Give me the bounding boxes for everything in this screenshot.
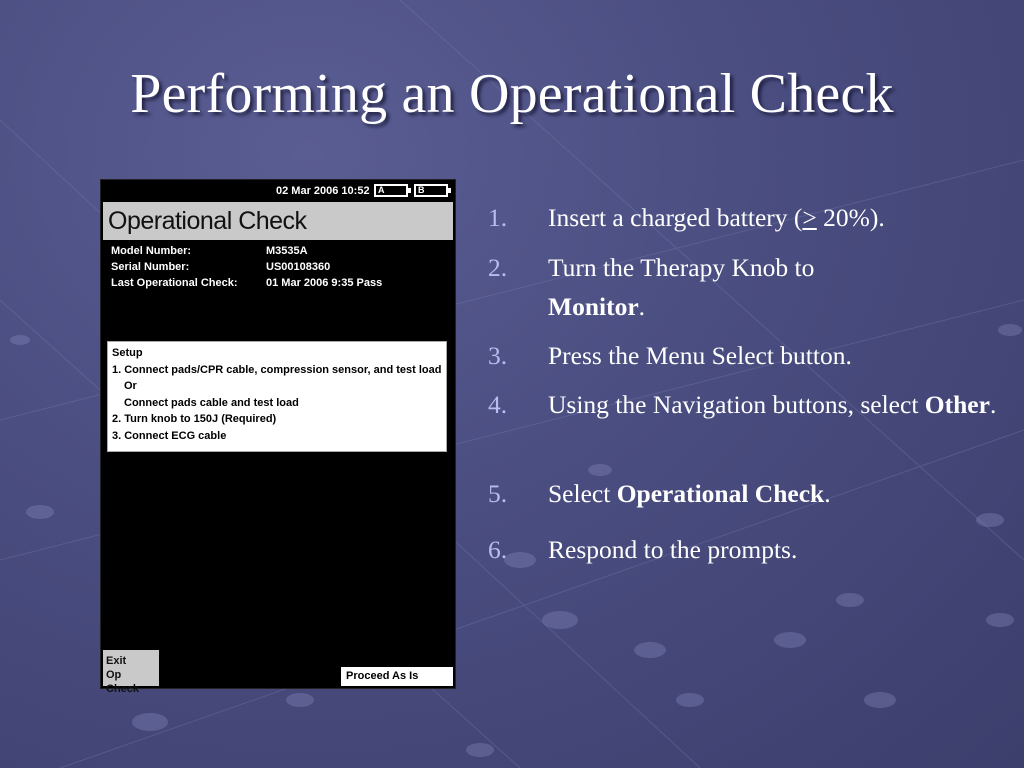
step-number: 4.	[488, 390, 508, 419]
screen-header: Operational Check	[103, 202, 453, 240]
step-number: 6.	[488, 535, 508, 564]
device-info	[111, 243, 441, 291]
info-label: Last Operational Check:	[111, 277, 238, 289]
info-row-serial	[111, 259, 441, 275]
exit-op-check-button[interactable]	[103, 650, 159, 695]
setup-title: Setup	[112, 347, 143, 359]
step-number: 5.	[488, 479, 508, 508]
setup-step-2: 2. Turn knob to 150J (Required)	[112, 413, 277, 425]
step-text-part: Turn the Therapy Knob to	[548, 253, 815, 282]
proceed-as-is-button[interactable]: Proceed As Is	[341, 667, 453, 686]
battery-a-label: A	[378, 185, 385, 195]
step-text	[548, 198, 1018, 237]
info-label: Serial Number:	[111, 261, 190, 273]
step-number: 3.	[488, 341, 508, 370]
info-value: US00108360	[266, 261, 331, 273]
setup-instructions	[107, 341, 447, 452]
step-text	[548, 248, 1018, 326]
step-bold: Other	[924, 390, 990, 419]
info-value: 01 Mar 2006 9:35 Pass	[266, 277, 383, 289]
step-bold: Monitor	[548, 292, 639, 321]
step-text-part: 20%).	[816, 203, 885, 232]
status-datetime: 02 Mar 2006 10:52	[276, 185, 370, 197]
step-text-part: .	[638, 292, 646, 321]
exit-label-2: Op Check	[106, 669, 140, 695]
step-text-part: .	[989, 390, 997, 419]
gte-symbol: >	[802, 203, 817, 232]
step-text: Respond to the prompts.	[548, 535, 798, 564]
info-label: Model Number:	[111, 245, 192, 257]
step-text-part: Using the Navigation buttons, select	[548, 390, 925, 419]
step-text-part: .	[824, 479, 831, 508]
battery-a-icon	[374, 184, 408, 197]
setup-step-1: 1. Connect pads/CPR cable, compression sensor, and test load	[112, 363, 442, 376]
step-text-part: Select	[548, 479, 617, 508]
step-text	[548, 474, 1018, 513]
battery-b-label: B	[418, 185, 425, 195]
device-screen	[100, 179, 456, 695]
step-text: Press the Menu Select button.	[548, 341, 852, 370]
info-value: M3535A	[266, 245, 308, 257]
step-text-part: Insert a charged battery (	[548, 203, 803, 232]
setup-step-1-alt: Connect pads cable and test load	[124, 396, 299, 409]
slide-title: Performing an Operational Check	[130, 63, 894, 125]
step-number: 2.	[488, 253, 508, 282]
exit-label-1: Exit	[106, 655, 127, 667]
info-row-last-check	[111, 275, 441, 291]
step-number: 1.	[488, 203, 508, 232]
setup-or: Or	[124, 380, 137, 392]
battery-b-icon	[414, 184, 448, 197]
step-text	[548, 385, 1018, 424]
setup-step-3: 3. Connect ECG cable	[112, 429, 227, 442]
info-row-model	[111, 243, 441, 259]
step-bold: Operational Check	[616, 479, 825, 508]
